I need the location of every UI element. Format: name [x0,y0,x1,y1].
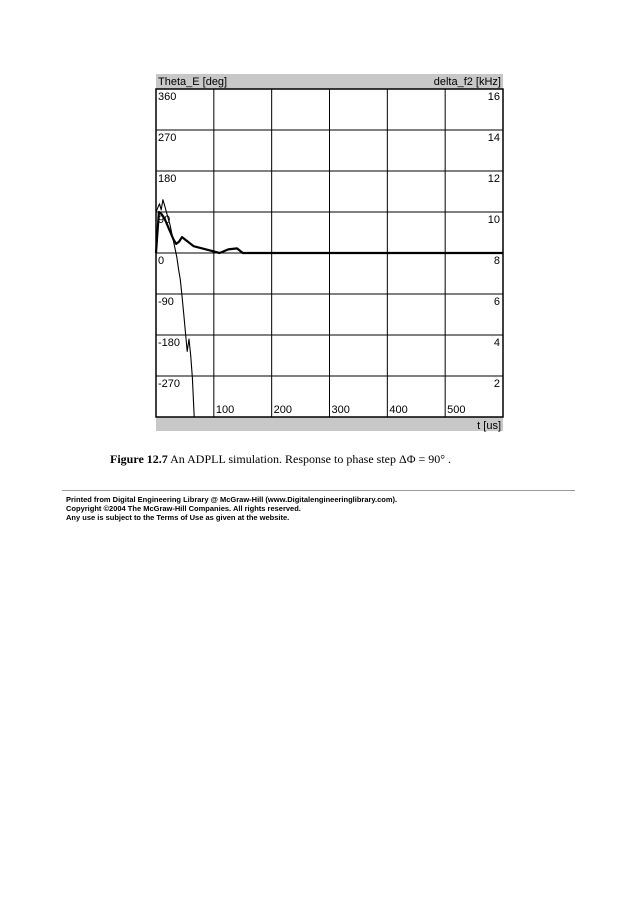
right-tick-label: 6 [493,296,500,308]
left-tick-label: 270 [158,132,177,144]
left-tick-label: 180 [158,173,177,185]
x-tick-label: 100 [215,404,235,416]
right-tick-label: 12 [487,173,500,185]
x-axis-label: t [us] [477,420,501,432]
chart-footer-bar [156,417,503,431]
right-tick-label: 10 [487,214,500,226]
right-tick-label: 16 [487,91,500,103]
footer-copyright-line: Copyright ©2004 The McGraw-Hill Companies. All rights reserved. [66,504,301,513]
x-tick-label: 200 [273,404,293,416]
footer-terms-line: Any use is subject to the Terms of Use as given at the website. [66,513,290,522]
left-tick-label: -90 [158,296,174,308]
left-tick-label: 360 [158,91,177,103]
x-tick-label: 400 [389,404,408,416]
right-tick-label: 2 [493,378,500,390]
footer-print-line: Printed from Digital Engineering Library @ McGraw-Hill (www.Digitalengineeringlibrary.com). [66,495,398,504]
right-axis-label: delta_f2 [kHz] [433,76,501,88]
left-tick-label: 90 [158,214,171,226]
adpll-chart [154,73,506,435]
footer-divider [62,490,575,491]
x-tick-label: 500 [447,404,466,416]
right-tick-label: 8 [493,255,500,267]
right-tick-label: 14 [487,132,500,144]
left-tick-label: -270 [158,378,181,390]
figure-caption [110,452,451,467]
left-tick-label: -180 [158,337,181,349]
caption-label: Figure 12.7 [110,452,168,466]
right-tick-label: 4 [493,337,500,349]
x-tick-label: 300 [331,404,350,416]
left-axis-label: Theta_E [deg] [158,76,228,88]
left-tick-label: 0 [158,255,165,267]
caption-text: An ADPLL simulation. Response to phase step ΔΦ = 90° . [170,452,452,466]
